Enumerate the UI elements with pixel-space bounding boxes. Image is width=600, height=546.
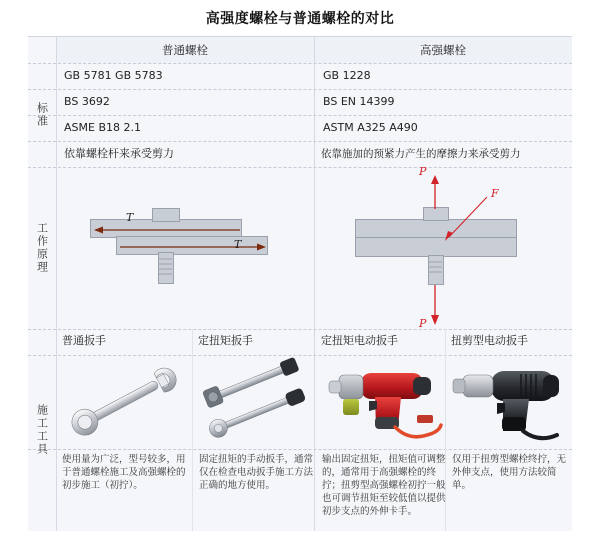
tool-desc-3: 仅用于扭剪型螺栓终拧，无外伸支点，使用方法较简单。 — [452, 454, 567, 491]
shear-type-electric-wrench-icon — [447, 357, 572, 447]
tool-header-2: 定扭矩电动扳手 — [321, 334, 398, 347]
standard-ordinary-0: GB 5781 GB 5783 — [64, 69, 163, 82]
principle-diagram-ordinary — [56, 167, 314, 329]
plate-upper-high — [355, 219, 517, 239]
row-label-tools — [28, 329, 56, 531]
force-arrow-right-ordinary — [118, 242, 268, 252]
column-header-ordinary: 普通螺栓 — [56, 37, 314, 63]
tool-header-0: 普通扳手 — [62, 334, 106, 347]
divider-tool-header — [28, 355, 572, 356]
principle-label-ordinary-0: T — [126, 211, 134, 224]
tool-image-combination-wrench — [56, 357, 192, 447]
standard-ordinary-2: ASME B18 2.1 — [64, 121, 141, 134]
row-label-standard — [28, 63, 56, 167]
standard-high-2: ASTM A325 A490 — [323, 121, 418, 134]
bolt-head-ordinary — [152, 208, 180, 222]
standard-ordinary-1: BS 3692 — [64, 95, 110, 108]
tool-desc-1: 固定扭矩的手动扳手，通常仅在检查电动扳手施工方法正确的地方使用。 — [199, 454, 314, 491]
force-arrow-left-ordinary — [92, 225, 242, 235]
comparison-table — [28, 36, 572, 531]
column-header-high-strength: 高强螺栓 — [314, 37, 572, 63]
force-leader-f-high — [443, 195, 491, 241]
standard-high-3: 依靠施加的预紧力产生的摩擦力来承受剪力 — [321, 148, 521, 160]
torque-wrench-icon — [194, 357, 314, 447]
tool-image-torque-wrench — [194, 357, 314, 447]
tool-desc-0: 使用量为广泛，型号较多，用于普通螺栓施工及高强螺栓的初步施工（初拧）。 — [62, 454, 186, 491]
bolt-thread-ordinary — [158, 255, 172, 281]
row-label-standard-text: 标准 — [35, 102, 49, 128]
row-label-principle-text: 工作原理 — [35, 222, 49, 274]
tool-image-electric-torque-wrench — [317, 357, 443, 447]
standard-high-1: BS EN 14399 — [323, 95, 395, 108]
row-label-principle — [28, 167, 56, 329]
row-label-tools-text: 施工工具 — [35, 404, 49, 456]
principle-label-high-1: F — [491, 187, 499, 200]
tool-image-shear-type-wrench — [447, 357, 572, 447]
force-arrow-bottom-high — [427, 285, 443, 325]
page-title: 高强度螺栓与普通螺栓的对比 — [205, 11, 395, 27]
combination-wrench-icon — [56, 357, 192, 447]
standard-high-0: GB 1228 — [323, 69, 371, 82]
principle-label-high-2: P — [419, 317, 427, 330]
divider-tool-images — [28, 449, 572, 450]
plate-lower-high — [355, 237, 517, 257]
standard-ordinary-3: 依靠螺栓杆来承受剪力 — [64, 147, 174, 160]
force-arrow-top-high — [427, 175, 443, 209]
principle-label-high-0: P — [419, 165, 427, 178]
principle-diagram-high-strength — [315, 167, 572, 329]
principle-label-ordinary-1: T — [234, 238, 242, 251]
tool-desc-2: 输出固定扭矩，扭矩值可调整的，通常用于高强螺栓的终拧；扭剪型高强螺栓初拧一般也可调节扭矩至较低值以提供初步支点的外伸卡手。 — [322, 454, 446, 517]
tool-divider-0 — [192, 329, 193, 531]
bolt-thread-high — [428, 258, 442, 282]
tool-header-1: 定扭矩扳手 — [198, 334, 253, 347]
tool-header-3: 扭剪型电动扳手 — [451, 334, 528, 347]
electric-torque-wrench-icon — [317, 357, 443, 447]
